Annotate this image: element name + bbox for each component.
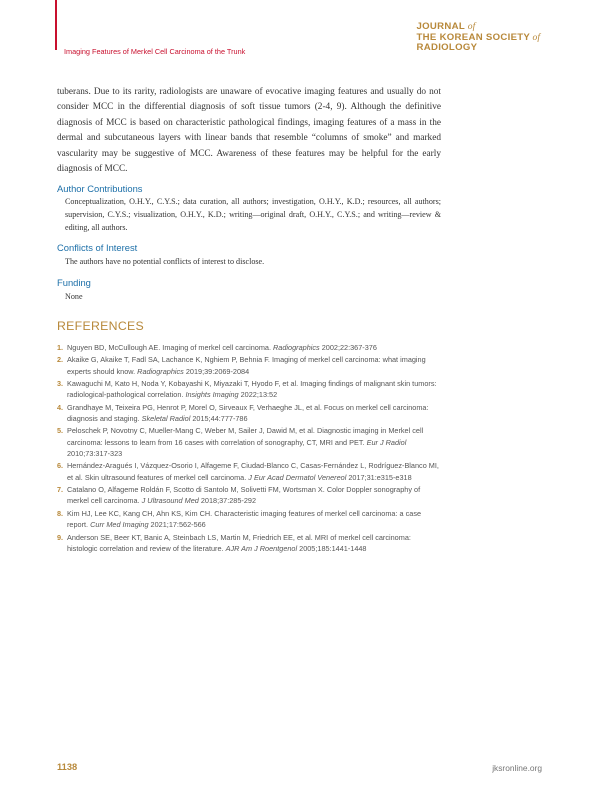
- journal-logo-of-1: of: [467, 21, 476, 32]
- journal-logo: [417, 22, 540, 54]
- running-title: Imaging Features of Merkel Cell Carcinoma of the Trunk: [64, 47, 246, 56]
- conflicts-text: The authors have no potential conflicts of interest to disclose.: [65, 257, 265, 266]
- references-heading: REFERENCES: [57, 319, 145, 333]
- reference-item: [57, 402, 441, 425]
- reference-item: [57, 354, 441, 377]
- reference-text: Catalano O, Alfageme Roldán F, Scotto di Santolo M, Solivetti FM, Wortsman X. Color Doppler sonography of merkel cell carcinoma.: [67, 485, 421, 506]
- reference-item: [57, 342, 441, 353]
- reference-item: [57, 484, 441, 507]
- reference-number: 9.: [57, 532, 64, 542]
- reference-number: 4.: [57, 402, 64, 412]
- reference-journal: Eur J Radiol: [366, 437, 407, 447]
- reference-journal: AJR Am J Roentgenol: [225, 543, 298, 553]
- funding-text: None: [65, 292, 83, 301]
- reference-journal: Skeletal Radiol: [141, 414, 191, 424]
- reference-citation: 2019;39:2069-2084: [183, 366, 250, 376]
- reference-number: 5.: [57, 426, 64, 436]
- reference-number: 6.: [57, 461, 64, 471]
- reference-citation: 2017;31:e315-e318: [346, 472, 412, 482]
- reference-text: Kawaguchi M, Kato H, Noda Y, Kobayashi K, Miyazaki T, Hyodo F, et al. Imaging findings of malignant skin tumors: radiological-pathological correlation.: [67, 379, 437, 400]
- reference-citation: 2010;73:317-323: [67, 449, 123, 459]
- reference-citation: 2022;13:52: [238, 390, 278, 400]
- journal-logo-line1: JOURNAL: [416, 21, 465, 32]
- reference-journal: J Ultrasound Med: [141, 496, 199, 506]
- reference-citation: 2018;37:285-292: [198, 496, 257, 506]
- reference-list: [57, 342, 441, 555]
- header-accent-line: [55, 0, 57, 50]
- reference-journal: Curr Med Imaging: [90, 520, 149, 530]
- reference-number: 1.: [57, 343, 64, 352]
- reference-item: [57, 460, 441, 483]
- reference-text: Peloschek P, Novotny C, Mueller-Mang C, Weber M, Sailer J, Dawid M, et al. Diagnostic imaging in Merkel cell carcinoma: lessons to learn from 16 cases with correlation of sonography, CT, MRI and PET.: [67, 426, 424, 447]
- conflicts-heading: Conflicts of Interest: [57, 242, 138, 253]
- funding-heading: Funding: [57, 277, 91, 288]
- reference-item: [57, 532, 441, 555]
- reference-journal: J Eur Acad Dermatol Venereol: [248, 472, 347, 482]
- reference-journal: Radiographics: [137, 366, 184, 376]
- site-url[interactable]: jksronline.org: [492, 763, 542, 773]
- reference-citation: 2015;44:777-786: [190, 414, 248, 424]
- reference-journal: Radiographics: [273, 343, 320, 352]
- journal-logo-line2: THE KOREAN SOCIETY of: [416, 31, 540, 43]
- reference-item: [57, 425, 441, 459]
- reference-item: [57, 378, 441, 401]
- reference-number: 8.: [57, 508, 64, 518]
- reference-citation: 2005;185:1441-1448: [297, 543, 367, 553]
- page-number: 1138: [57, 762, 78, 772]
- reference-text: Hernández-Aragués I, Vázquez-Osorio I, Alfageme F, Ciudad-Blanco C, Casas-Fernández L, Rodríguez-Blanco MI, et al. Skin ultrasound features of merkel cell carcinoma.: [67, 461, 439, 482]
- reference-citation: 2021;17:562-566: [148, 520, 206, 530]
- contributions-heading: Author Contributions: [57, 183, 143, 194]
- reference-text: Grandhaye M, Teixeira PG, Henrot P, Morel O, Sirveaux F, Verhaeghe JL, et al. Focus on merkel cell carcinoma: diagnosis and staging.: [67, 402, 429, 424]
- reference-item: [57, 508, 441, 531]
- reference-number: 2.: [57, 355, 64, 365]
- reference-text: Anderson SE, Beer KT, Banic A, Steinbach LS, Martin M, Friedrich EE, et al. MRI of merkel cell carcinoma: histologic correlation and review of the literature.: [67, 532, 411, 553]
- body-paragraph-block: [57, 85, 441, 177]
- journal-logo-of-2: of: [530, 31, 540, 43]
- reference-number: 7.: [57, 485, 64, 495]
- body-paragraph: tuberans. Due to its rarity, radiologists are unaware of evocative imaging features and usually do not consider MCC in the differential diagnosis of soft tissue tumors (2-4, 9). Although the definitive diagnosis of MCC is based on characteristic pathological findings, imaging features of a mass in the dermal and subcutaneous layers with linear bands that resemble “columns of smoke” and marked vascularity may be suggestive of MCC. Awareness of these features may be helpful for the early diagnosis of MCC.: [57, 87, 441, 175]
- reference-text: Kim HJ, Lee KC, Kang CH, Ahn KS, Kim CH. Characteristic imaging features of merkel cell carcinoma: a case report.: [67, 508, 422, 530]
- reference-journal: Insights Imaging: [185, 390, 239, 400]
- reference-number: 3.: [57, 379, 64, 389]
- reference-text: Akaike G, Akaike T, Fadl SA, Lachance K, Nghiem P, Behnia F. Imaging of merkel cell carcinoma: what imaging experts should know.: [67, 355, 426, 376]
- contributions-text: Conceptualization, O.H.Y., C.Y.S.; data curation, all authors; investigation, O.H.Y., K.D.; resources, all authors; supervision, C.Y.S.; visualization, O.H.Y., K.D.; writing—original draft, O.H.Y., C.Y.S.; and writing—review & editing, all authors.: [65, 197, 441, 232]
- reference-citation: 2002;22:367-376: [319, 343, 377, 352]
- reference-text: Nguyen BD, McCullough AE. Imaging of merkel cell carcinoma.: [67, 343, 274, 352]
- journal-logo-line3: RADIOLOGY: [416, 42, 478, 53]
